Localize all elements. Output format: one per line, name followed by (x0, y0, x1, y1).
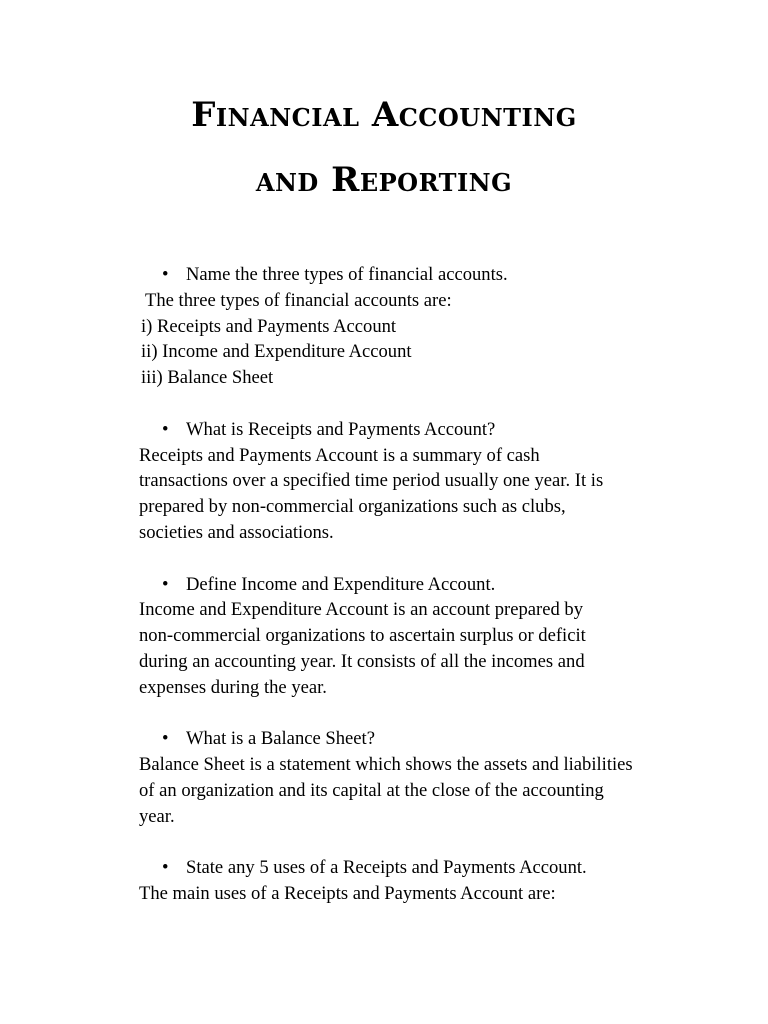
answer-line: Income and Expenditure Account is an account prepared by (139, 599, 584, 621)
answer-line: non-commercial organizations to ascertain surplus or deficit (139, 625, 586, 647)
answer-line: societies and associations. (139, 521, 334, 543)
spacer (0, 701, 768, 727)
question-text: Define Income and Expenditure Account. (186, 573, 496, 595)
question-text: State any 5 uses of a Receipts and Payments Account. (186, 857, 587, 879)
bullet-icon: • (162, 573, 169, 595)
bullet-icon: • (162, 418, 169, 440)
question-text: What is Receipts and Payments Account? (186, 418, 496, 440)
question-3 (0, 572, 768, 598)
bullet-icon: • (162, 728, 169, 750)
question-4 (0, 726, 768, 752)
spacer (0, 830, 768, 856)
answer-line: Balance Sheet is a statement which shows the assets and liabilities (139, 754, 633, 776)
question-1 (0, 262, 768, 288)
answer-line: expenses during the year. (139, 676, 327, 698)
spacer (0, 391, 768, 417)
question-5 (0, 855, 768, 881)
question-text: Name the three types of financial accounts. (186, 264, 508, 285)
document-body (0, 262, 768, 907)
answer-line: prepared by non-commercial organizations such as clubs, (139, 496, 566, 518)
bullet-icon: • (162, 857, 169, 879)
answer-line: Receipts and Payments Account is a summary of cash (139, 444, 540, 466)
question-2 (0, 417, 768, 443)
document-title-line-1: Financial Accounting (191, 95, 577, 135)
document-title-line-2: and Reporting (255, 160, 513, 200)
answer-line: of an organization and its capital at the close of the accounting (139, 779, 604, 801)
answer-line: year. (139, 805, 175, 827)
answer-line: ii) Income and Expenditure Account (141, 341, 412, 363)
answer-line: i) Receipts and Payments Account (141, 315, 397, 337)
answer-line: The main uses of a Receipts and Payments Account are: (139, 883, 556, 905)
bullet-icon: • (162, 264, 169, 285)
answer-line: transactions over a specified time period usually one year. It is (139, 470, 604, 492)
answer-line: during an accounting year. It consists of all the incomes and (139, 650, 585, 672)
answer-line: The three types of financial accounts are: (145, 289, 452, 311)
question-text: What is a Balance Sheet? (186, 728, 375, 750)
spacer (0, 546, 768, 572)
answer-line: iii) Balance Sheet (141, 367, 274, 389)
